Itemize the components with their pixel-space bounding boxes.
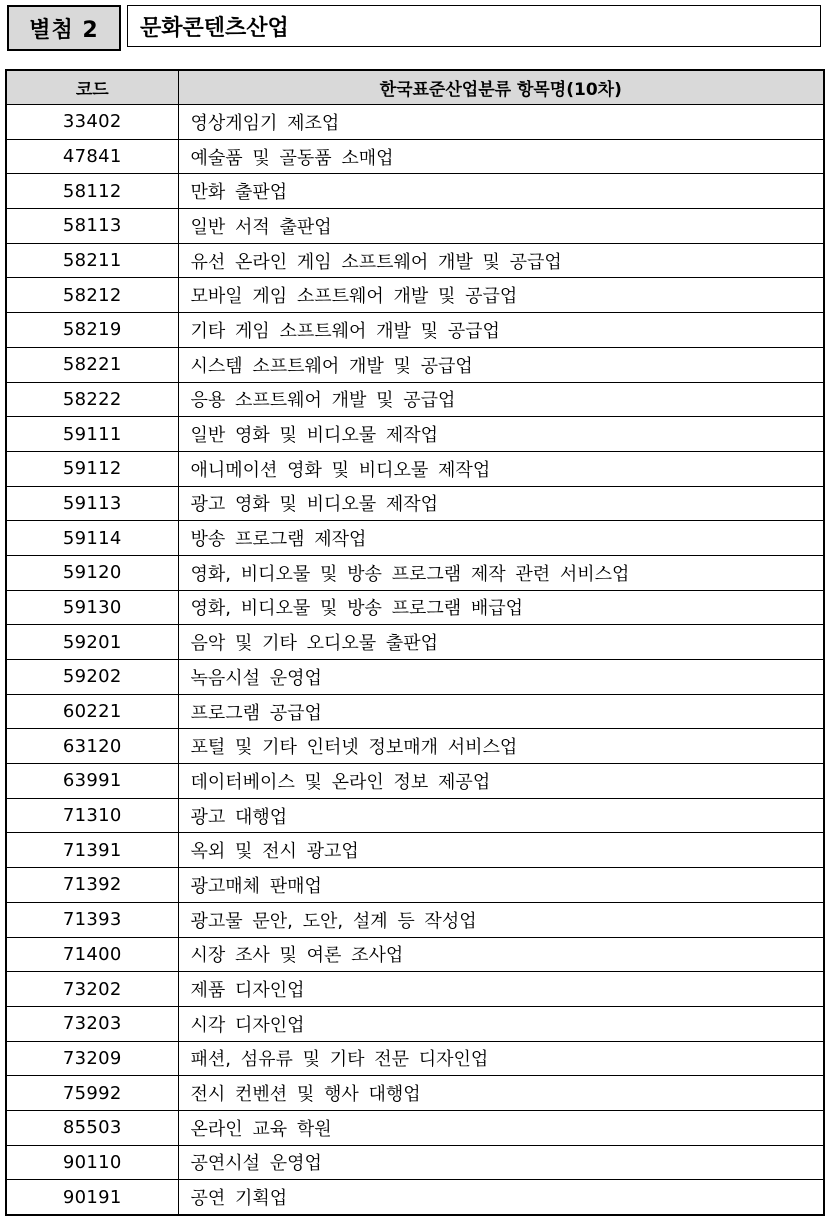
industry-code: 73202: [6, 972, 178, 1007]
table-row: [6, 105, 824, 140]
table-row: [6, 417, 824, 452]
industry-code: 47841: [6, 139, 178, 174]
industry-code: 90191: [6, 1180, 178, 1215]
industry-name: 응용 소프트웨어 개발 및 공급업: [178, 382, 824, 417]
industry-code-table: [5, 69, 825, 1216]
industry-code: 33402: [6, 105, 178, 140]
industry-name: 포털 및 기타 인터넷 정보매개 서비스업: [178, 729, 824, 764]
industry-name: 프로그램 공급업: [178, 694, 824, 729]
industry-name: 광고 대행업: [178, 798, 824, 833]
industry-name: 전시 컨벤션 및 행사 대행업: [178, 1076, 824, 1111]
industry-code: 58113: [6, 209, 178, 244]
table-row: [6, 937, 824, 972]
industry-name: 제품 디자인업: [178, 972, 824, 1007]
industry-name: 온라인 교육 학원: [178, 1110, 824, 1145]
industry-name: 기타 게임 소프트웨어 개발 및 공급업: [178, 313, 824, 348]
industry-code: 60221: [6, 694, 178, 729]
table-row: [6, 209, 824, 244]
table-row: [6, 764, 824, 799]
table-row: [6, 972, 824, 1007]
industry-name: 공연시설 운영업: [178, 1145, 824, 1180]
industry-name: 녹음시설 운영업: [178, 660, 824, 695]
industry-name: 영화, 비디오물 및 방송 프로그램 제작 관련 서비스업: [178, 555, 824, 590]
industry-name: 패션, 섬유류 및 기타 전문 디자인업: [178, 1041, 824, 1076]
industry-code: 58221: [6, 347, 178, 382]
industry-code: 73203: [6, 1006, 178, 1041]
industry-name: 시각 디자인업: [178, 1006, 824, 1041]
table-row: [6, 694, 824, 729]
industry-name: 만화 출판업: [178, 174, 824, 209]
industry-code: 63120: [6, 729, 178, 764]
table-row: [6, 798, 824, 833]
industry-name: 예술품 및 골동품 소매업: [178, 139, 824, 174]
table-row: [6, 833, 824, 868]
table-row: [6, 1145, 824, 1180]
table-row: [6, 243, 824, 278]
column-header-name: 한국표준산업분류 항목명(10차): [178, 70, 824, 105]
industry-name: 일반 영화 및 비디오물 제작업: [178, 417, 824, 452]
industry-code: 59114: [6, 521, 178, 556]
industry-name: 광고매체 판매업: [178, 868, 824, 903]
industry-name: 애니메이션 영화 및 비디오물 제작업: [178, 451, 824, 486]
industry-name: 시스템 소프트웨어 개발 및 공급업: [178, 347, 824, 382]
column-header-code: 코드: [6, 70, 178, 105]
industry-code: 59120: [6, 555, 178, 590]
industry-code: 75992: [6, 1076, 178, 1111]
table-row: [6, 1180, 824, 1215]
table-row: [6, 451, 824, 486]
industry-name: 데이터베이스 및 온라인 정보 제공업: [178, 764, 824, 799]
industry-code: 63991: [6, 764, 178, 799]
table-header-row: [6, 70, 824, 105]
industry-code: 71393: [6, 902, 178, 937]
industry-code: 71392: [6, 868, 178, 903]
table-row: [6, 382, 824, 417]
industry-name: 광고물 문안, 도안, 설계 등 작성업: [178, 902, 824, 937]
industry-name: 광고 영화 및 비디오물 제작업: [178, 486, 824, 521]
industry-code: 71310: [6, 798, 178, 833]
table-row: [6, 1006, 824, 1041]
table-row: [6, 521, 824, 556]
table-row: [6, 902, 824, 937]
industry-code: 58212: [6, 278, 178, 313]
industry-code: 73209: [6, 1041, 178, 1076]
table-row: [6, 1110, 824, 1145]
industry-code: 59130: [6, 590, 178, 625]
industry-name: 옥외 및 전시 광고업: [178, 833, 824, 868]
table-row: [6, 174, 824, 209]
industry-code: 58222: [6, 382, 178, 417]
table-row: [6, 1041, 824, 1076]
industry-name: 영화, 비디오물 및 방송 프로그램 배급업: [178, 590, 824, 625]
table-row: [6, 590, 824, 625]
industry-name: 시장 조사 및 여론 조사업: [178, 937, 824, 972]
industry-code: 59201: [6, 625, 178, 660]
table-row: [6, 347, 824, 382]
industry-code: 59112: [6, 451, 178, 486]
table-body: [6, 105, 824, 1216]
industry-code: 59111: [6, 417, 178, 452]
table-row: [6, 313, 824, 348]
industry-code: 71391: [6, 833, 178, 868]
industry-name: 방송 프로그램 제작업: [178, 521, 824, 556]
industry-name: 영상게임기 제조업: [178, 105, 824, 140]
industry-name: 모바일 게임 소프트웨어 개발 및 공급업: [178, 278, 824, 313]
industry-code: 90110: [6, 1145, 178, 1180]
table-row: [6, 139, 824, 174]
table-row: [6, 625, 824, 660]
table-row: [6, 1076, 824, 1111]
industry-code: 59202: [6, 660, 178, 695]
industry-code: 71400: [6, 937, 178, 972]
table-row: [6, 729, 824, 764]
table-row: [6, 278, 824, 313]
attachment-badge: 별첨 2: [7, 5, 121, 51]
table-row: [6, 486, 824, 521]
industry-name: 공연 기획업: [190, 1188, 288, 1210]
industry-code: 59113: [6, 486, 178, 521]
table-row: [6, 660, 824, 695]
industry-code: 85503: [6, 1110, 178, 1145]
industry-name: 음악 및 기타 오디오물 출판업: [178, 625, 824, 660]
industry-name: 일반 서적 출판업: [178, 209, 824, 244]
industry-code: 58219: [6, 313, 178, 348]
document-header: [7, 5, 825, 51]
industry-name: 유선 온라인 게임 소프트웨어 개발 및 공급업: [178, 243, 824, 278]
industry-code: 58211: [6, 243, 178, 278]
industry-code: 58112: [6, 174, 178, 209]
table-row: [6, 555, 824, 590]
page-title: 문화콘텐츠산업: [127, 5, 821, 47]
table-row: [6, 868, 824, 903]
